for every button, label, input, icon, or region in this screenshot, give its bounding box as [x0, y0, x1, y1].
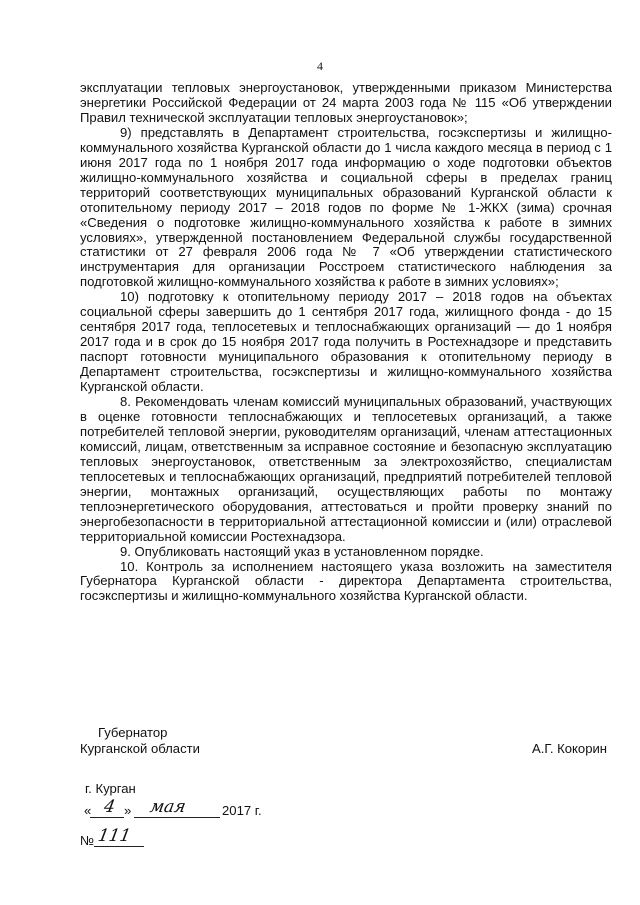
date-year: 2017 г.: [222, 803, 262, 818]
paragraph: 10) подготовку к отопительному периоду 2017 – 2018 годов на объектах социальной сферы завершить до 1 сентября 2017 года, жилищного фонда - до 15 сентября 2017 года, теплосетевых и теплоснабжающих организаций — до 1 ноября 2017 года и в срок до 15 ноября 2017 года получить в Ростехнадзоре и представить паспорт готовности муниципального образования к отопительному периоду в Департамент строительства, госэкспертизы и жилищно-коммунального хозяйства Курганской области.: [80, 289, 612, 395]
date-close-quote: »: [124, 803, 132, 818]
date-open-quote: «: [84, 803, 92, 818]
page-number: 4: [317, 59, 323, 73]
paragraph: 9) представлять в Департамент строительства, госэкспертизы и жилищно-коммунального хозяйства Курганской области до 1 числа каждого месяца в период с 1 июня 2017 года по 1 ноября 2017 года информацию о ходе подготовки объектов жилищно-коммунального хозяйства и социальной сферы в пределах границ территорий соответствующих муниципальных образований Курганской области к отопительному периоду 2017 – 2018 годов по форме № 1-ЖКХ (зима) срочная «Сведения о подготовке жилищно-коммунального хозяйства к работе в зимних условиях», утвержденной постановлением Федеральной службы государственной статистики от 27 февраля 2006 года № 7 «Об утверждении статистического инструментария для организации Росстроем статистического наблюдения за подготовкой жилищно-коммунального хозяйства к работе в зимних условиях»;: [80, 124, 612, 290]
date-month-underline: [134, 817, 220, 818]
date-month-handwritten: мая: [148, 797, 188, 817]
date-day-handwritten: 4: [102, 797, 117, 817]
paragraph: 8. Рекомендовать членам комиссий муниципальных образований, участвующих в оценке готовности теплоснабжающих и теплосетевых организаций, а также потребителей тепловой энергии, руководителям организаций, членам аттестационных комиссий, лицам, ответственным за исправное состояние и безопасную эксплуатацию тепловых энергоустановок, ответственным за электрохозяйство, специалистам теплосетевых и теплоснабжающих организаций, предприятий потребителей тепловой энергии, монтажных организаций, осуществляющих работы по монтажу теплоэнергетического оборудования, аттестоваться и пройти проверку знаний по энергобезопасности в территориальной аттестационной комиссии и (или) отраслевой территориальной комиссии Ростехнадзора.: [80, 394, 612, 544]
number-handwritten: 111: [96, 826, 133, 846]
signer-title-line1: Губернатор: [98, 725, 168, 740]
paragraph: 10. Контроль за исполнением настоящего указа возложить на заместителя Губернатора Курганской области - директора Департамента строительства, госэкспертизы и жилищно-коммунального хозяйства Курганской области.: [80, 558, 612, 604]
document-body: [80, 81, 612, 604]
paragraph: 9. Опубликовать настоящий указ в установленном порядке.: [120, 543, 484, 559]
date-day-underline: [90, 817, 124, 818]
number-prefix: №: [80, 833, 95, 848]
number-underline: [94, 846, 144, 847]
signer-name: А.Г. Кокорин: [532, 741, 608, 756]
place-label: г. Курган: [85, 781, 136, 796]
paragraph: эксплуатации тепловых энергоустановок, утвержденными приказом Министерства энергетики Российской Федерации от 24 марта 2003 года № 115 «Об утверждении Правил технической эксплуатации тепловых энергоустановок»;: [80, 80, 612, 125]
signer-title-line2: Курганской области: [80, 741, 200, 756]
